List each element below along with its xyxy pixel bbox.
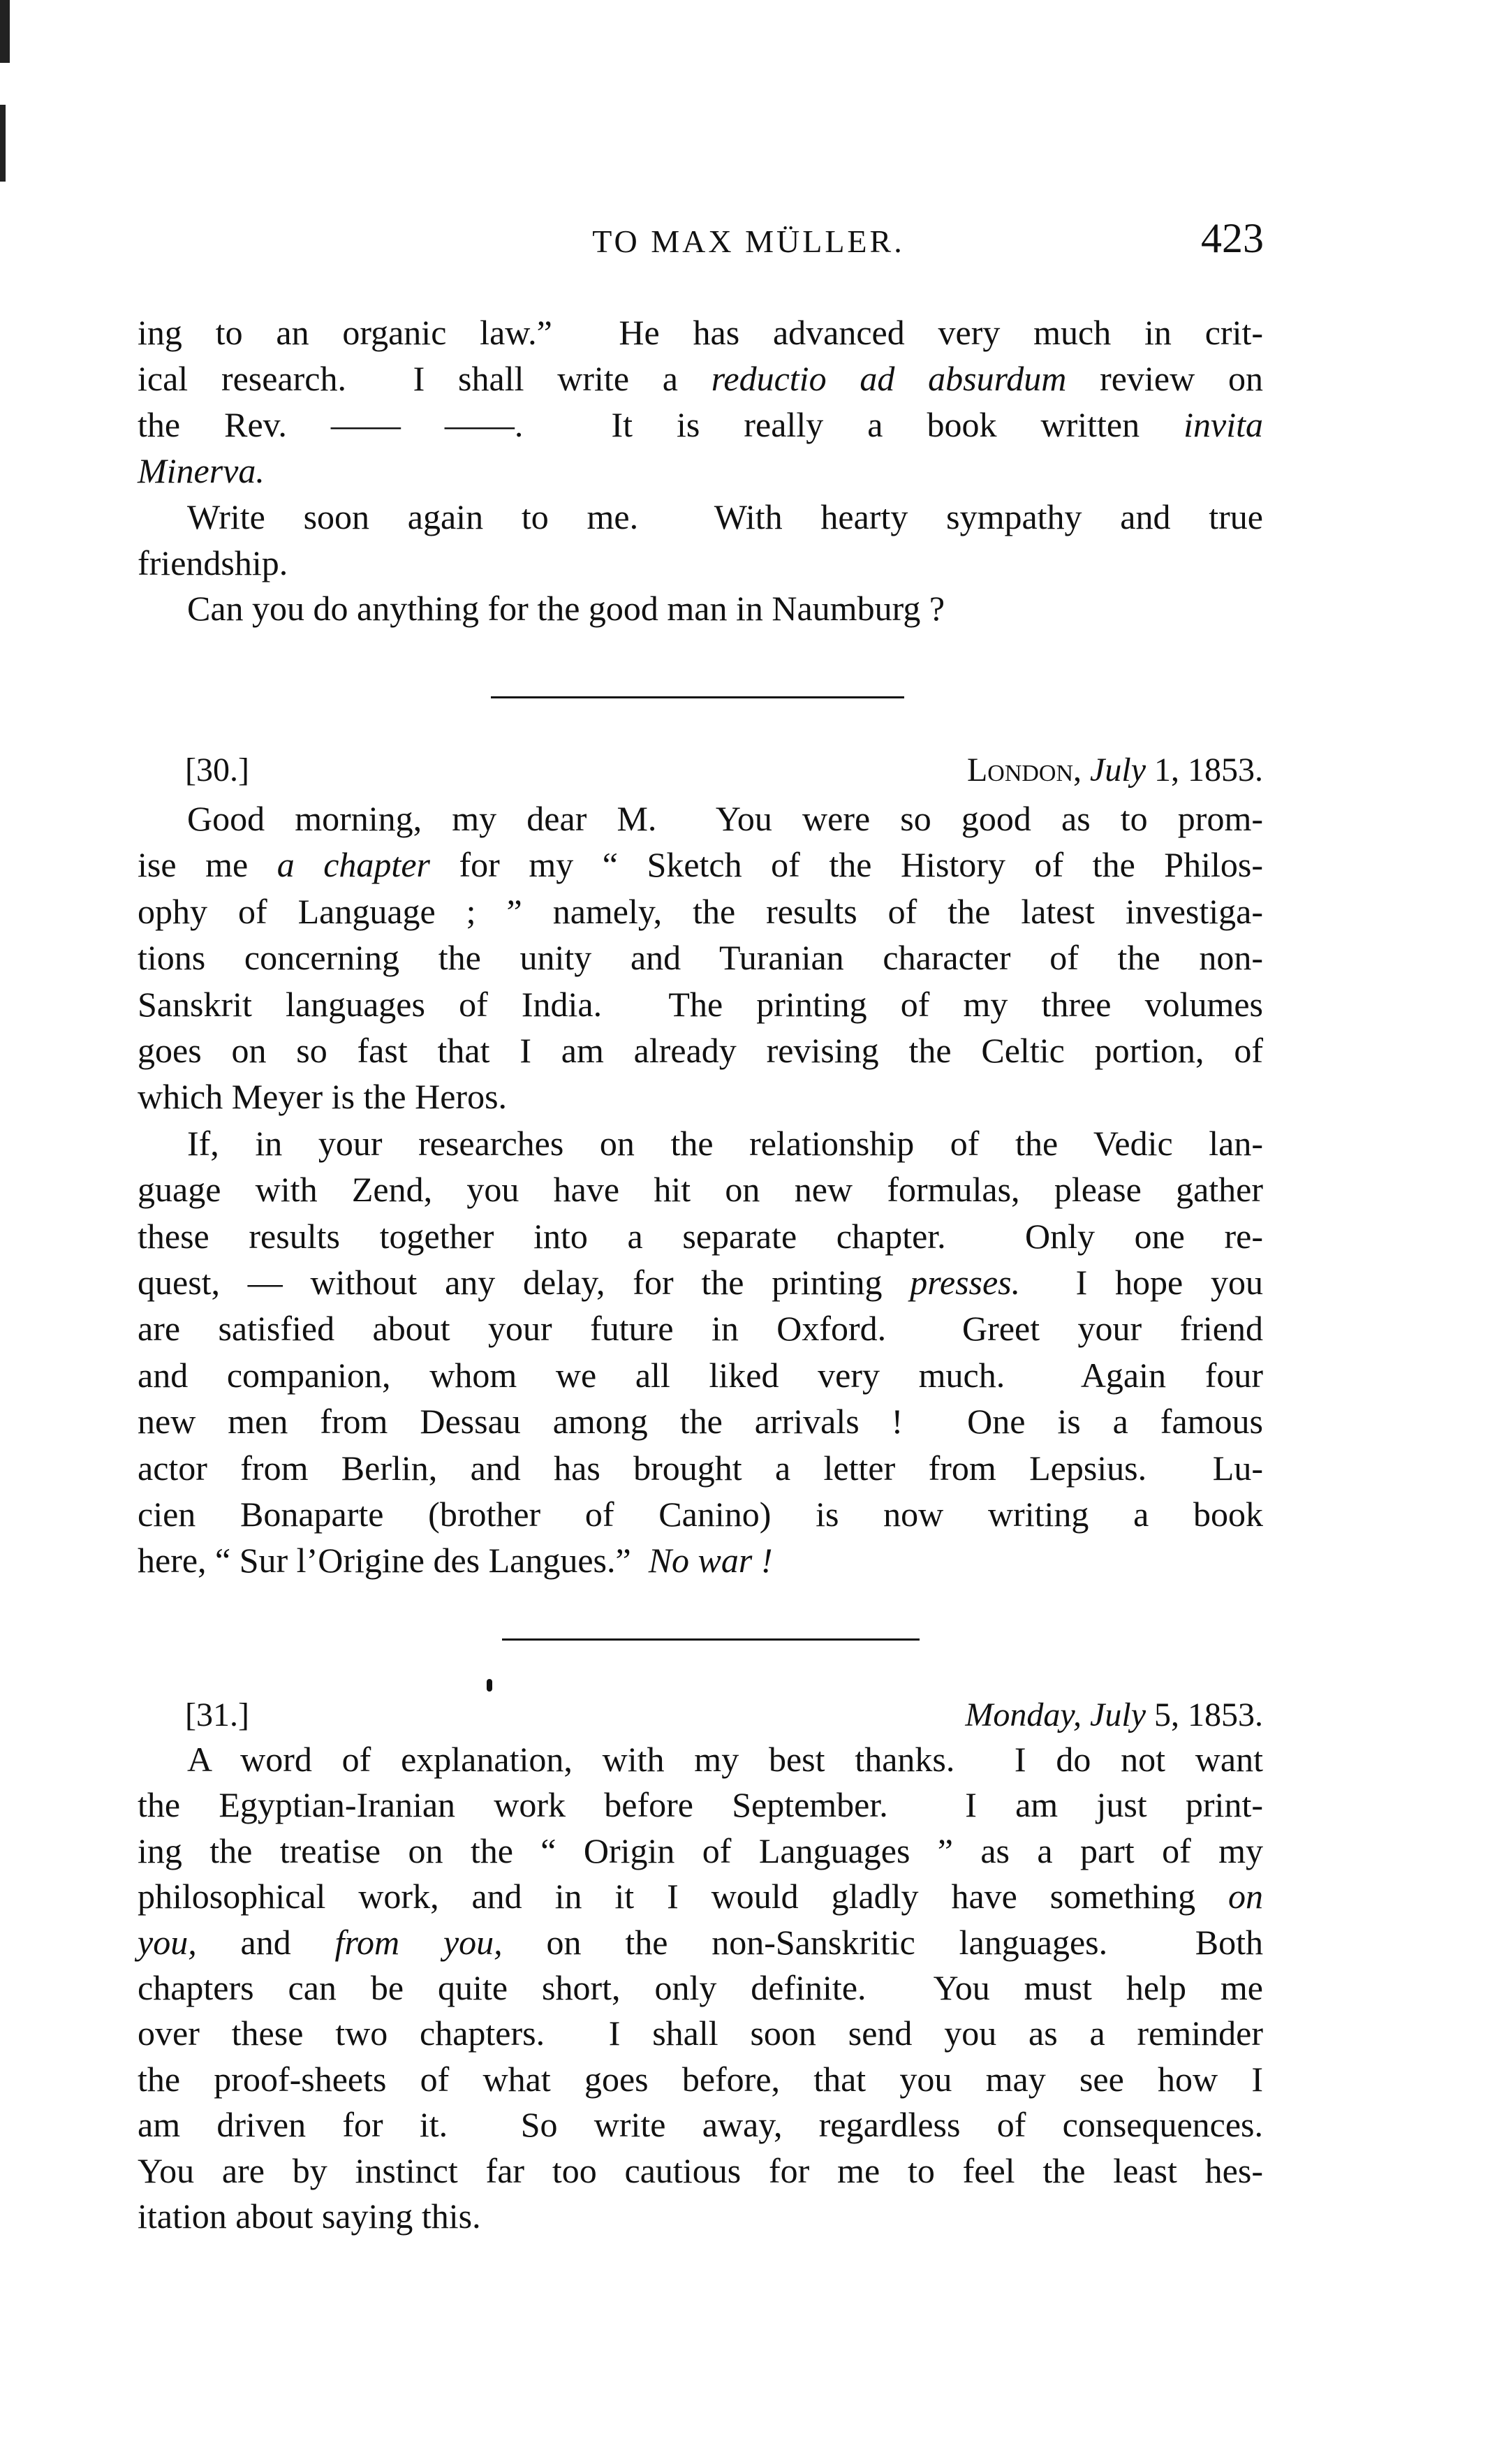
text: the proof-sheets of what goes before, that you may see how I bbox=[138, 2059, 1263, 2099]
section-divider bbox=[502, 1638, 920, 1641]
text-line bbox=[187, 798, 1263, 839]
italic-text: presses. bbox=[910, 1263, 1021, 1302]
letter-date-month: Monday, July bbox=[965, 1696, 1146, 1733]
text-line bbox=[138, 1875, 1263, 1917]
text: new men from Dessau among the arrivals ! One is a famous bbox=[138, 1402, 1263, 1442]
text: philosophical work, and in it I would gladly have something bbox=[138, 1877, 1228, 1916]
text: quest, — without any delay, for the printing bbox=[138, 1263, 910, 1302]
text-line bbox=[138, 1447, 1263, 1489]
text: Good morning, my dear M. You were so good as to prom- bbox=[187, 799, 1263, 838]
letter-31-heading bbox=[185, 1694, 1263, 1736]
text: Write soon again to me. With hearty sympathy and true bbox=[187, 497, 1263, 536]
text: these results together into a separate chapter. Only one re- bbox=[138, 1216, 1263, 1256]
letter-date-rest: 5, 1853. bbox=[1146, 1696, 1263, 1733]
italic-text: reductio ad absurdum bbox=[711, 358, 1067, 398]
text: which Meyer is the Heros. bbox=[138, 1077, 508, 1117]
text-line bbox=[138, 1921, 1263, 1963]
text-line bbox=[138, 844, 1263, 886]
italic-text: you, bbox=[138, 1922, 197, 1962]
letter-30-heading bbox=[185, 749, 1263, 791]
text-line bbox=[138, 1830, 1263, 1872]
text: am driven for it. So write away, regardless of consequences. bbox=[138, 2105, 1263, 2145]
text: goes on so fast that I am already revising the Celtic portion, of bbox=[138, 1031, 1263, 1070]
text-line bbox=[138, 542, 1263, 584]
text: the Rev. —— ——. It is really a book written bbox=[138, 404, 1184, 444]
letter-date bbox=[965, 1694, 1263, 1736]
text-line bbox=[138, 983, 1263, 1025]
text: I hope you bbox=[1020, 1263, 1264, 1302]
text: tions concerning the unity and Turanian character of the non- bbox=[138, 938, 1263, 978]
text-line bbox=[138, 2012, 1263, 2054]
text-line bbox=[138, 1261, 1263, 1303]
text-line bbox=[138, 2104, 1263, 2146]
text: itation about saying this. bbox=[138, 2197, 481, 2236]
text-line bbox=[138, 404, 1263, 446]
text-line bbox=[138, 1784, 1263, 1826]
text: ophy of Language ; ” namely, the results of the latest investiga- bbox=[138, 891, 1263, 931]
text: here, “ Sur l’Origine des Langues.” bbox=[138, 1541, 649, 1581]
section-divider bbox=[491, 696, 904, 698]
text: ing to an organic law.” He has advanced very much in crit- bbox=[138, 313, 1263, 352]
text: and companion, whom we all liked very much. Again four bbox=[138, 1355, 1263, 1395]
letter-place: London, bbox=[966, 751, 1082, 789]
letter-date-month: July bbox=[1090, 751, 1146, 789]
text-line bbox=[138, 358, 1263, 399]
text-line bbox=[138, 1354, 1263, 1396]
text-line bbox=[138, 1493, 1263, 1535]
text: A word of explanation, with my best thanks. I do not want bbox=[187, 1740, 1263, 1779]
text-line bbox=[187, 496, 1263, 538]
text-line bbox=[138, 2058, 1263, 2100]
text-line bbox=[138, 1168, 1263, 1210]
text: ical research. I shall write a bbox=[138, 358, 711, 398]
text: Can you do anything for the good man in Naumburg ? bbox=[187, 589, 945, 629]
text: over these two chapters. I shall soon send you as a reminder bbox=[138, 2014, 1263, 2053]
text-line bbox=[138, 1967, 1263, 2009]
text-line bbox=[138, 1076, 1263, 1117]
letter-date bbox=[967, 749, 1263, 791]
italic-text: from you, bbox=[334, 1922, 503, 1962]
letter-number: [30.] bbox=[185, 751, 249, 789]
text-line bbox=[138, 311, 1263, 353]
text-line bbox=[138, 1307, 1263, 1349]
text-line bbox=[138, 937, 1263, 978]
text-line bbox=[138, 2195, 1263, 2237]
page-number: 423 bbox=[1201, 215, 1264, 261]
italic-text: Minerva. bbox=[138, 450, 265, 490]
text: ing the treatise on the “ Origin of Languages ” as a part of my bbox=[138, 1831, 1263, 1870]
text-line bbox=[187, 587, 1263, 629]
text: You are by instinct far too cautious for me to feel the least hes- bbox=[138, 2150, 1263, 2190]
italic-text: No war ! bbox=[648, 1541, 773, 1581]
text: cien Bonaparte (brother of Canino) is now writing a book bbox=[138, 1495, 1263, 1534]
text: are satisfied about your future in Oxford. Greet your friend bbox=[138, 1309, 1263, 1349]
italic-text: on bbox=[1228, 1877, 1263, 1916]
text-line bbox=[138, 1029, 1263, 1071]
text-line bbox=[138, 1215, 1263, 1257]
text-line bbox=[138, 1539, 1263, 1581]
text-line bbox=[187, 1122, 1263, 1164]
text: Sanskrit languages of India. The printing of my three volumes bbox=[138, 984, 1263, 1024]
text: ise me bbox=[138, 845, 277, 885]
text: and bbox=[196, 1922, 335, 1962]
text: If, in your researches on the relationship of the Vedic lan- bbox=[187, 1123, 1263, 1163]
text-line bbox=[138, 1400, 1263, 1442]
text: guage with Zend, you have hit on new formulas, please gather bbox=[138, 1170, 1263, 1210]
scan-edge-mark bbox=[0, 105, 6, 182]
scan-edge-mark bbox=[0, 0, 10, 63]
letter-number: [31.] bbox=[185, 1696, 249, 1733]
text-line bbox=[138, 2150, 1263, 2192]
text-line bbox=[138, 890, 1263, 932]
letter-date-rest: 1, 1853. bbox=[1146, 751, 1263, 789]
text: on the non-Sanskritic languages. Both bbox=[502, 1922, 1263, 1962]
text: the Egyptian-Iranian work before September. I am just print- bbox=[138, 1785, 1263, 1825]
italic-text: a chapter bbox=[276, 845, 430, 885]
text-line bbox=[138, 450, 1263, 492]
italic-text: invita bbox=[1183, 404, 1263, 444]
running-title: TO MAX MÜLLER. bbox=[592, 223, 905, 259]
stray-mark bbox=[487, 1679, 492, 1692]
text: friendship. bbox=[138, 543, 288, 582]
text: review on bbox=[1066, 358, 1263, 398]
text: for my “ Sketch of the History of the Philos- bbox=[429, 845, 1263, 885]
text: chapters can be quite short, only definite. You must help me bbox=[138, 1968, 1263, 2007]
text: actor from Berlin, and has brought a letter from Lepsius. Lu- bbox=[138, 1448, 1263, 1488]
text-line bbox=[187, 1738, 1263, 1780]
